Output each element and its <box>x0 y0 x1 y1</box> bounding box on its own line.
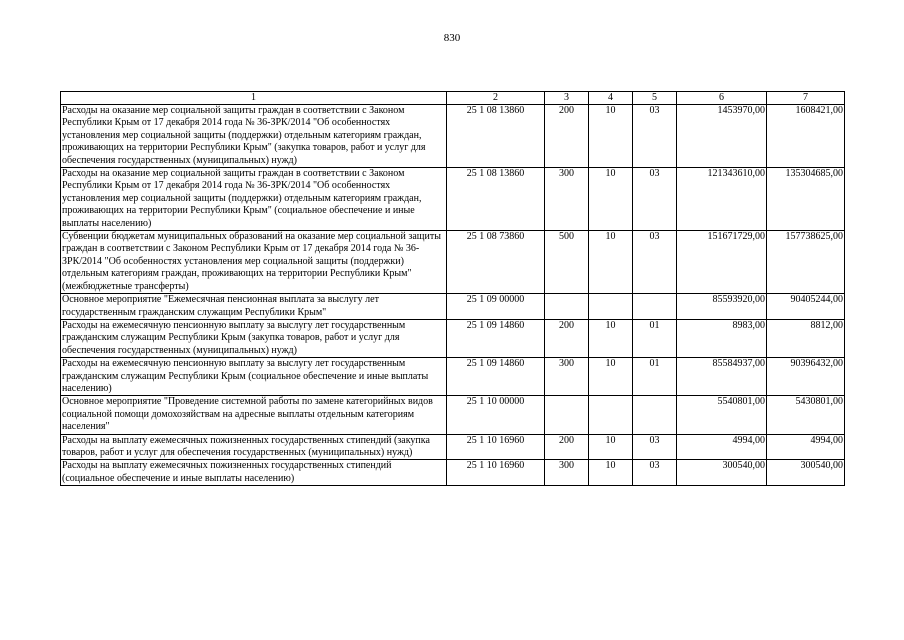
subsection-code: 03 <box>633 460 677 486</box>
row-description: Расходы на выплату ежемесячных пожизненных государственных стипендий (закупка товаров, работ и услуг для обеспечения государственных (муниципальных) нужд) <box>61 434 447 460</box>
table-row <box>61 231 845 294</box>
amount-col7: 90396432,00 <box>767 358 845 396</box>
amount-col7: 5430801,00 <box>767 396 845 434</box>
target-article-code: 25 1 08 73860 <box>447 231 545 294</box>
target-article-code: 25 1 09 00000 <box>447 294 545 320</box>
subsection-code: 01 <box>633 358 677 396</box>
target-article-code: 25 1 08 13860 <box>447 168 545 231</box>
subsection-code: 03 <box>633 105 677 168</box>
row-description: Расходы на оказание мер социальной защиты граждан в соответствии с Законом Республики Крым от 17 декабря 2014 года № 36-ЗРК/2014 "Об особенностях установления мер социальной защиты (поддержки) отдельным категориям граждан, проживающих на территории Республики Крым" (закупка товаров, работ и услуг для обеспечения государственных (муниципальных) нужд) <box>61 105 447 168</box>
amount-col7: 1608421,00 <box>767 105 845 168</box>
amount-col6: 85593920,00 <box>677 294 767 320</box>
section-code <box>589 396 633 434</box>
target-article-code: 25 1 08 13860 <box>447 105 545 168</box>
amount-col6: 4994,00 <box>677 434 767 460</box>
table-row <box>61 460 845 486</box>
table-row <box>61 294 845 320</box>
column-header: 5 <box>633 92 677 105</box>
amount-col6: 1453970,00 <box>677 105 767 168</box>
section-code: 10 <box>589 460 633 486</box>
subsection-code <box>633 396 677 434</box>
column-header: 1 <box>61 92 447 105</box>
subsection-code: 03 <box>633 168 677 231</box>
amount-col7: 135304685,00 <box>767 168 845 231</box>
row-description: Расходы на ежемесячную пенсионную выплату за выслугу лет государственным гражданским служащим Республики Крым (закупка товаров, работ и услуг для обеспечения государственных (муниципальных) нужд) <box>61 319 447 357</box>
table-row <box>61 434 845 460</box>
target-article-code: 25 1 10 16960 <box>447 460 545 486</box>
row-description: Расходы на ежемесячную пенсионную выплату за выслугу лет государственным гражданским служащим Республики Крым (социальное обеспечение и иные выплаты населению) <box>61 358 447 396</box>
row-description: Субвенции бюджетам муниципальных образований на оказание мер социальной защиты граждан в соответствии с Законом Республики Крым от 17 декабря 2014 года № 36-ЗРК/2014 "Об особенностях установления мер социальной защиты (поддержки) отдельным категориям граждан, проживающих на территории Республики Крым" (межбюджетные трансферты) <box>61 231 447 294</box>
table-row <box>61 358 845 396</box>
section-code: 10 <box>589 358 633 396</box>
section-code: 10 <box>589 105 633 168</box>
amount-col6: 151671729,00 <box>677 231 767 294</box>
expense-type-code: 500 <box>545 231 589 294</box>
expense-type-code: 200 <box>545 319 589 357</box>
column-header: 6 <box>677 92 767 105</box>
row-description: Основное мероприятие "Ежемесячная пенсионная выплата за выслугу лет государственным гражданским служащим Республики Крым" <box>61 294 447 320</box>
section-code <box>589 294 633 320</box>
amount-col6: 8983,00 <box>677 319 767 357</box>
table-row <box>61 105 845 168</box>
section-code: 10 <box>589 231 633 294</box>
section-code: 10 <box>589 434 633 460</box>
row-description: Расходы на оказание мер социальной защиты граждан в соответствии с Законом Республики Крым от 17 декабря 2014 года № 36-ЗРК/2014 "Об особенностях установления мер социальной защиты (поддержки) отдельным категориям граждан, проживающих на территории Республики Крым" (социальное обеспечение и иные выплаты населению) <box>61 168 447 231</box>
row-description: Расходы на выплату ежемесячных пожизненных государственных стипендий (социальное обеспечение и иные выплаты населению) <box>61 460 447 486</box>
table-row <box>61 168 845 231</box>
page-number: 830 <box>443 32 461 44</box>
column-header: 7 <box>767 92 845 105</box>
amount-col6: 85584937,00 <box>677 358 767 396</box>
section-code: 10 <box>589 319 633 357</box>
section-code: 10 <box>589 168 633 231</box>
budget-table <box>60 91 845 486</box>
amount-col7: 300540,00 <box>767 460 845 486</box>
expense-type-code: 200 <box>545 434 589 460</box>
table-row <box>61 319 845 357</box>
amount-col6: 5540801,00 <box>677 396 767 434</box>
amount-col7: 90405244,00 <box>767 294 845 320</box>
expense-type-code: 200 <box>545 105 589 168</box>
target-article-code: 25 1 09 14860 <box>447 358 545 396</box>
target-article-code: 25 1 09 14860 <box>447 319 545 357</box>
table-row <box>61 396 845 434</box>
subsection-code <box>633 294 677 320</box>
amount-col6: 300540,00 <box>677 460 767 486</box>
subsection-code: 03 <box>633 231 677 294</box>
expense-type-code <box>545 396 589 434</box>
row-description: Основное мероприятие "Проведение системной работы по замене категорийных видов социальной помощи домохозяйствам на адресные выплаты отдельным категориям населения" <box>61 396 447 434</box>
amount-col7: 4994,00 <box>767 434 845 460</box>
column-number-row <box>61 92 845 105</box>
column-header: 4 <box>589 92 633 105</box>
column-header: 2 <box>447 92 545 105</box>
target-article-code: 25 1 10 16960 <box>447 434 545 460</box>
amount-col7: 157738625,00 <box>767 231 845 294</box>
expense-type-code: 300 <box>545 460 589 486</box>
subsection-code: 01 <box>633 319 677 357</box>
expense-type-code: 300 <box>545 358 589 396</box>
target-article-code: 25 1 10 00000 <box>447 396 545 434</box>
subsection-code: 03 <box>633 434 677 460</box>
expense-type-code <box>545 294 589 320</box>
amount-col7: 8812,00 <box>767 319 845 357</box>
column-header: 3 <box>545 92 589 105</box>
amount-col6: 121343610,00 <box>677 168 767 231</box>
expense-type-code: 300 <box>545 168 589 231</box>
